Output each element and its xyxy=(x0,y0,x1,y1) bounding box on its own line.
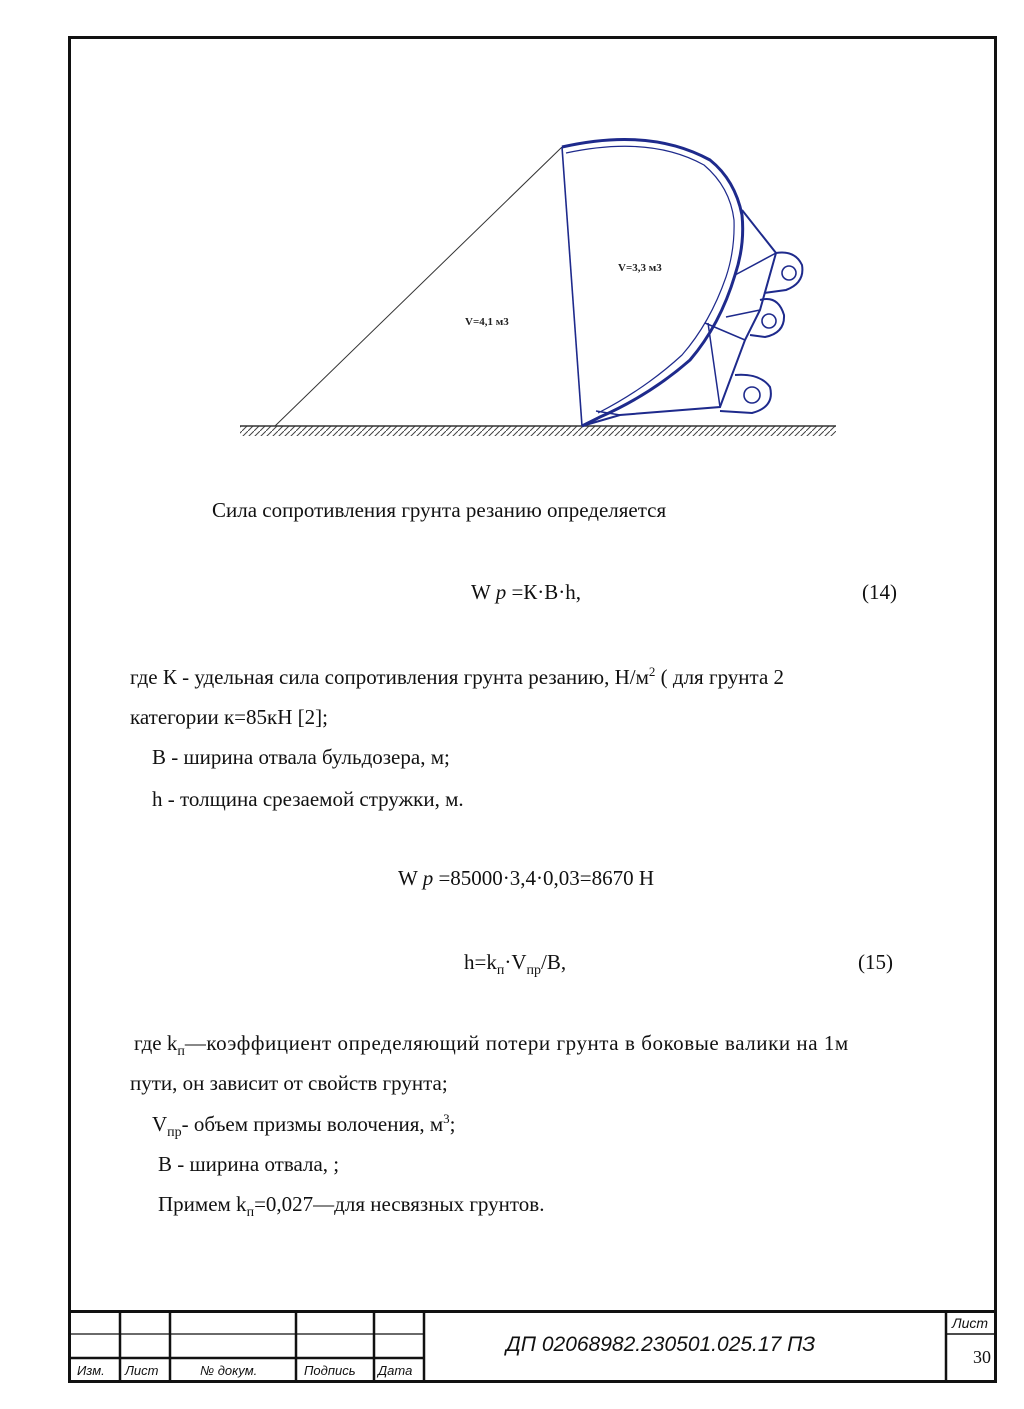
calc-line xyxy=(398,866,654,891)
lug-bottom xyxy=(720,375,771,413)
pin-mid xyxy=(762,314,776,328)
vpr-sub: пр xyxy=(167,1125,182,1141)
accept-line xyxy=(158,1192,544,1221)
where-kp-b: —коэффициент определяющий потери грунта в боковые валики на 1м xyxy=(184,1031,849,1055)
accept-b: =0,027—для несвязных грунтов. xyxy=(254,1192,545,1216)
f15-b: ·V xyxy=(504,950,527,974)
stamp-date: Дата xyxy=(378,1363,413,1378)
vpr-sup: 3 xyxy=(443,1111,450,1126)
where-k-line2: категории к=85кН [2]; xyxy=(130,705,328,729)
vpr-b: - объем призмы волочения, м xyxy=(181,1112,444,1136)
stamp-doc: № докум. xyxy=(200,1363,258,1378)
f15-a: h=k xyxy=(464,950,497,974)
bucket-figure xyxy=(230,125,850,445)
stamp-izm: Изм. xyxy=(77,1363,105,1378)
pin-top xyxy=(782,266,796,280)
formula-14-rest: =К·В·h, xyxy=(506,580,582,604)
sheet-number: 30 xyxy=(973,1347,991,1367)
accept-a: Примем k xyxy=(158,1192,247,1216)
where-b-line: В - ширина отвала бульдозера, м; xyxy=(152,745,450,769)
calc-p: p xyxy=(422,866,434,890)
where-k-b: ( для грунта 2 xyxy=(655,665,785,689)
where-h-line: h - толщина срезаемой стружки, м. xyxy=(152,787,464,811)
prism-divider xyxy=(562,147,582,426)
where-kp-line2: пути, он зависит от свойств грунта; xyxy=(130,1071,448,1095)
f15-sub2: пр xyxy=(526,963,542,979)
ground-hatch xyxy=(240,426,836,436)
label-right-volume: V=3,3 м3 xyxy=(618,262,662,274)
stamp-list: Лист xyxy=(125,1363,159,1378)
vpr-c: ; xyxy=(449,1112,456,1136)
where-kp-a: где k xyxy=(134,1031,178,1055)
label-left-volume: V=4,1 м3 xyxy=(465,316,509,328)
b-width-line: В - ширина отвала, ; xyxy=(158,1152,340,1176)
formula-14 xyxy=(471,580,581,605)
accept-sub: п xyxy=(246,1205,255,1221)
stamp-sheet-label: Лист xyxy=(952,1315,989,1331)
stamp-sign: Подпись xyxy=(304,1363,356,1378)
where-k-line xyxy=(130,664,784,690)
bucket-back-frame xyxy=(582,210,776,426)
formula-15 xyxy=(464,950,566,979)
bucket-inner xyxy=(566,146,734,413)
where-k-a: где К - удельная сила сопротивления грунта резанию, Н/м xyxy=(130,665,649,689)
bucket-outer xyxy=(562,139,743,426)
calc-w: W xyxy=(398,866,418,890)
formula-14-number: (14) xyxy=(862,580,897,604)
prism-slope xyxy=(275,147,562,426)
where-kp-line xyxy=(134,1031,949,1060)
formula-14-p: p xyxy=(495,580,507,604)
where-k-sup: 2 xyxy=(648,664,656,679)
intro-text: Сила сопротивления грунта резанию определяется xyxy=(212,498,667,522)
f15-sub1: п xyxy=(496,963,505,979)
vpr-line xyxy=(152,1111,456,1141)
pin-bottom xyxy=(744,387,760,403)
where-kp-sub: п xyxy=(177,1044,185,1060)
calc-rest: =85000·3,4·0,03=8670 Н xyxy=(433,866,655,890)
f15-c: /B, xyxy=(541,950,567,974)
vpr-a: V xyxy=(152,1112,168,1136)
stamp-title: ДП 02068982.230501.025.17 ПЗ xyxy=(506,1333,816,1356)
formula-15-number: (15) xyxy=(858,950,893,974)
formula-14-w: W xyxy=(471,580,491,604)
